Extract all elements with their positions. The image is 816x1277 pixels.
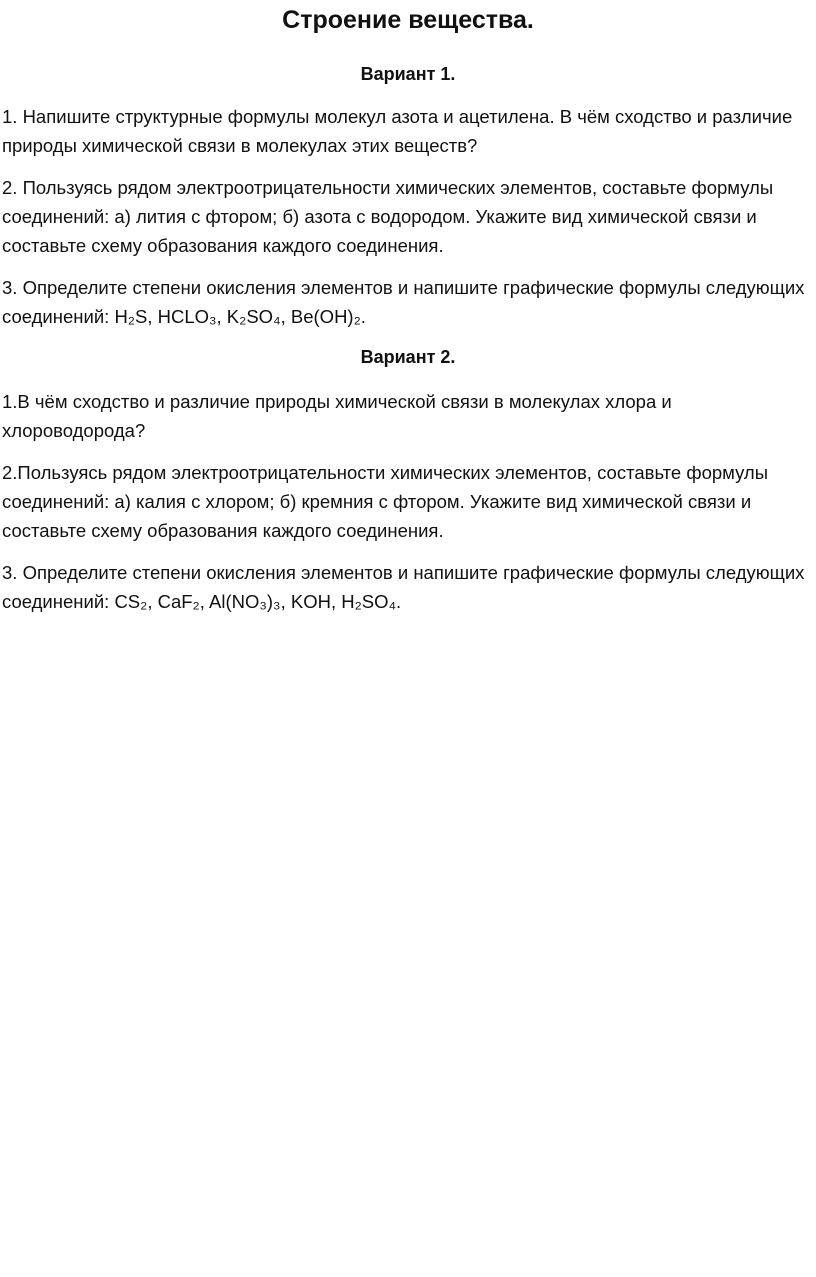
variant-1-question-1: 1. Напишите структурные формулы молекул азота и ацетилена. В чём сходство и различие природы химической связи в молекулах этих веществ? [2,106,793,156]
document-title: Строение вещества. [282,6,534,34]
variant-2-question-1: 1.В чём сходство и различие природы химической связи в молекулах хлора и хлороводорода? [2,391,672,441]
variant-2-question-3-text: 3. Определите степени окисления элементов и напишите графические формулы следующих соединений: [2,562,805,612]
variant-1-question-3-formulas: H₂S, HCLO₃, K₂SO₄, Be(OH)₂. [114,306,366,327]
variant-2-question-3-formulas: CS₂, CaF₂, Al(NO₃)₃, KOH, H₂SO₄. [114,591,402,612]
variant-1-question-3-text: 3. Определите степени окисления элементов и напишите графические формулы следующих соединений: [2,277,805,327]
variant-2-question-3 [2,558,814,616]
variant-1-question-3 [2,273,814,331]
variant-1-question-2: 2. Пользуясь рядом электроотрицательности химических элементов, составьте формулы соединений: а) лития с фтором; б) азота с водородом. Укажите вид химической связи и составьте схему образования каждого соединения. [2,177,774,256]
variant-1-heading: Вариант 1. [360,64,456,84]
variant-2-heading: Вариант 2. [360,347,456,367]
variant-2-question-2: 2.Пользуясь рядом электроотрицательности химических элементов, составьте формулы соединений: а) калия с хлором; б) кремния с фтором. Укажите вид химической связи и составьте схему образования каждого соединения. [2,462,769,541]
